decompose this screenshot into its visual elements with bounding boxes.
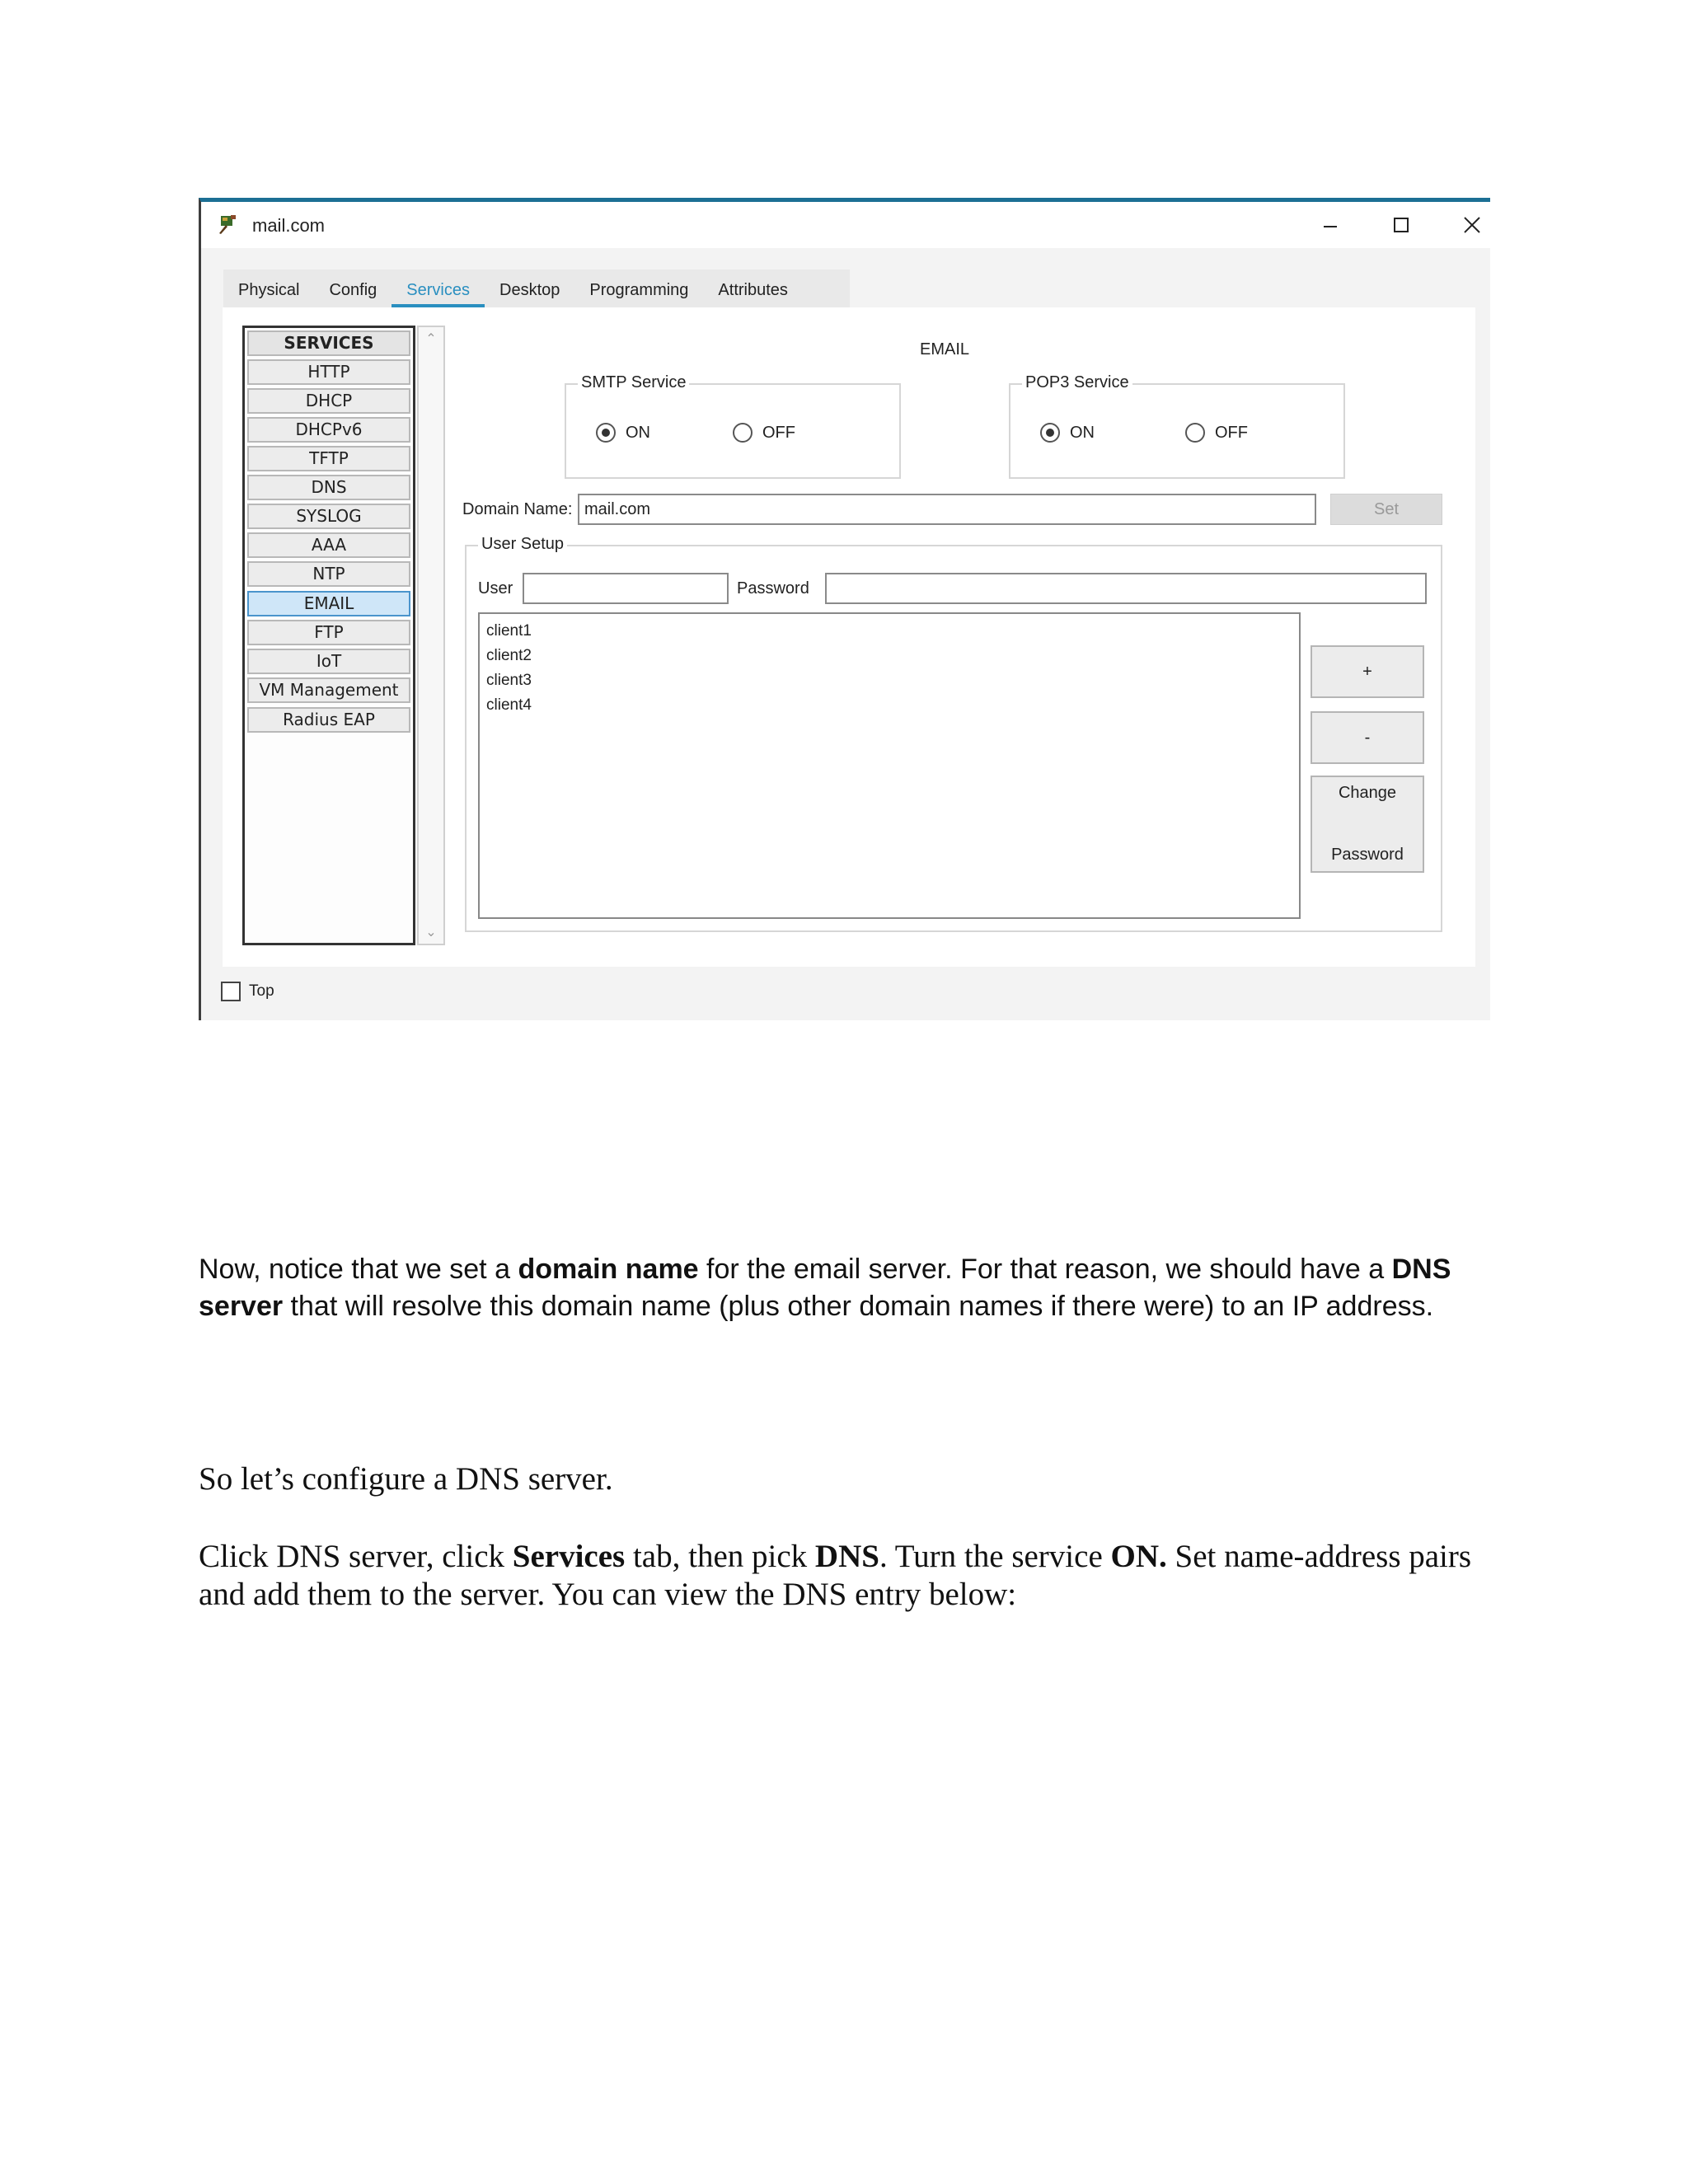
text-run-bold: domain name [518, 1254, 699, 1285]
service-item-iot[interactable]: IoT [247, 649, 410, 674]
list-item[interactable]: client3 [486, 672, 532, 689]
service-item-dhcpv6[interactable]: DHCPv6 [247, 417, 410, 443]
change-password-label-line2: Password [1331, 846, 1404, 864]
smtp-on-radio[interactable] [596, 423, 650, 443]
maximize-icon [1393, 217, 1409, 233]
domain-name-label: Domain Name: [462, 500, 573, 518]
text-run: Set name-address pairs and add them to the server. You can view the DNS entry below: [199, 1539, 1472, 1612]
list-item[interactable]: client4 [486, 696, 532, 714]
service-item-aaa[interactable]: AAA [247, 532, 410, 558]
pop3-service-group [1009, 373, 1345, 479]
chevron-down-icon[interactable]: ⌄ [425, 926, 437, 940]
paragraph-domain-name [199, 1251, 1493, 1325]
tab-bar [223, 269, 803, 307]
radio-checked-icon [1040, 423, 1060, 443]
checkbox-unchecked-icon [221, 982, 241, 1001]
minimize-icon [1322, 217, 1339, 233]
user-label: User [478, 579, 513, 598]
paragraph-configure-dns: So let’s configure a DNS server. [199, 1461, 613, 1497]
paragraph-dns-instructions [199, 1538, 1493, 1614]
services-list-header: SERVICES [247, 330, 410, 356]
tab-attributes[interactable]: Attributes [718, 281, 788, 299]
change-password-label-line1: Change [1338, 784, 1397, 802]
top-checkbox[interactable] [221, 982, 274, 1001]
text-run-bold: DNS server [199, 1254, 1451, 1322]
service-item-email[interactable]: EMAIL [247, 591, 410, 616]
text-run-bold: ON. [1110, 1539, 1167, 1574]
service-item-ftp[interactable]: FTP [247, 620, 410, 645]
pop3-off-label: OFF [1215, 423, 1248, 442]
pop3-on-radio[interactable] [1040, 423, 1095, 443]
smtp-service-group [565, 373, 901, 479]
change-password-button[interactable] [1311, 776, 1424, 873]
smtp-service-label: SMTP Service [578, 373, 689, 392]
text-run: that will resolve this domain name (plus other domain names if there were) to an IP address. [283, 1291, 1434, 1322]
add-user-button[interactable]: + [1311, 645, 1424, 698]
user-field[interactable] [523, 573, 729, 604]
service-item-ntp[interactable]: NTP [247, 561, 410, 587]
list-item[interactable]: client2 [486, 647, 532, 664]
tab-programming[interactable]: Programming [589, 281, 689, 299]
text-run: for the email server. For that reason, we should have a [698, 1254, 1392, 1285]
email-section-title: EMAIL [920, 340, 970, 359]
tab-desktop[interactable]: Desktop [499, 281, 560, 299]
top-checkbox-label: Top [249, 982, 274, 1000]
set-button[interactable]: Set [1330, 494, 1442, 525]
text-run: Click DNS server, click [199, 1539, 513, 1574]
tab-services[interactable]: Services [392, 269, 485, 307]
password-field[interactable] [825, 573, 1427, 604]
smtp-on-label: ON [626, 423, 650, 442]
radio-unchecked-icon [733, 423, 753, 443]
smtp-off-radio[interactable] [733, 423, 795, 443]
window-title: mail.com [252, 215, 326, 236]
title-bar[interactable] [201, 202, 1490, 248]
service-item-dhcp[interactable]: DHCP [247, 388, 410, 414]
radio-unchecked-icon [1185, 423, 1205, 443]
close-icon [1463, 216, 1481, 234]
user-setup-label: User Setup [478, 535, 567, 554]
service-item-syslog[interactable]: SYSLOG [247, 504, 410, 529]
mail-server-window [199, 198, 1490, 1020]
minimize-button[interactable] [1312, 209, 1348, 241]
services-list [242, 326, 415, 945]
chevron-up-icon[interactable]: ⌃ [425, 332, 437, 346]
pop3-on-label: ON [1070, 423, 1095, 442]
service-item-http[interactable]: HTTP [247, 359, 410, 385]
service-item-vm-management[interactable]: VM Management [247, 677, 410, 703]
password-label: Password [737, 579, 809, 598]
text-run: tab, then pick [625, 1539, 815, 1574]
text-run: . Turn the service [879, 1539, 1111, 1574]
server-app-icon [218, 213, 239, 235]
list-item[interactable]: client1 [486, 622, 532, 640]
text-run: Now, notice that we set a [199, 1254, 518, 1285]
maximize-button[interactable] [1383, 209, 1419, 241]
user-list[interactable] [478, 612, 1301, 919]
service-item-radius-eap[interactable]: Radius EAP [247, 707, 410, 733]
service-item-tftp[interactable]: TFTP [247, 446, 410, 471]
tab-physical[interactable]: Physical [238, 281, 300, 299]
pop3-off-radio[interactable] [1185, 423, 1248, 443]
pop3-service-label: POP3 Service [1022, 373, 1132, 392]
service-item-dns[interactable]: DNS [247, 475, 410, 500]
remove-user-button[interactable]: - [1311, 711, 1424, 764]
close-button[interactable] [1454, 209, 1490, 241]
text-run-bold: Services [512, 1539, 626, 1574]
services-scrollbar[interactable] [417, 326, 445, 945]
tab-config[interactable]: Config [329, 281, 377, 299]
smtp-off-label: OFF [762, 423, 795, 442]
radio-checked-icon [596, 423, 616, 443]
domain-name-field[interactable]: mail.com [578, 494, 1316, 525]
services-panel [223, 307, 1475, 967]
text-run-bold: DNS [814, 1539, 879, 1574]
